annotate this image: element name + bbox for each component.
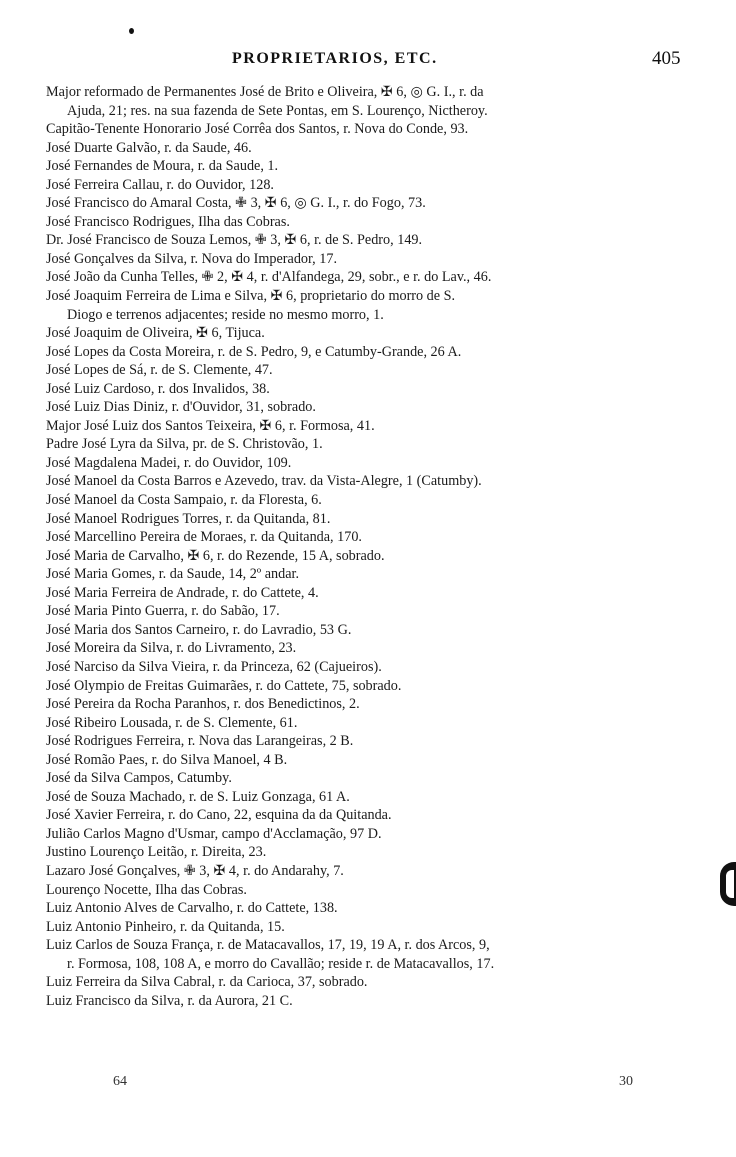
entry-line: José Magdalena Madei, r. do Ouvidor, 109. [46, 454, 292, 471]
entry-line: Julião Carlos Magno d'Usmar, campo d'Acclamação, 97 D. [46, 825, 382, 842]
entry-line: José Joaquim de Oliveira, ✠ 6, Tijuca. [46, 325, 265, 342]
entry-line: Luiz Francisco da Silva, r. da Aurora, 21 C. [46, 992, 293, 1009]
entry-line: Capitão-Tenente Honorario José Corrêa dos Santos, r. Nova do Conde, 93. [46, 121, 469, 138]
entry-line: José Francisco Rodrigues, Ilha das Cobras. [46, 213, 290, 230]
entry-continuation: Diogo e terrenos adjacentes; reside no mesmo morro, 1. [67, 306, 384, 323]
entry-line: José da Silva Campos, Catumby. [46, 770, 232, 787]
page-header [0, 46, 736, 76]
entry-line: José Manoel Rodrigues Torres, r. da Quitanda, 81. [46, 510, 331, 527]
entry-line: José Xavier Ferreira, r. do Cano, 22, esquina da da Quitanda. [46, 807, 392, 824]
entry-line: Padre José Lyra da Silva, pr. de S. Christovão, 1. [46, 436, 323, 453]
entry-line: José Maria Gomes, r. da Saude, 14, 2º andar. [46, 566, 300, 583]
entry-line: José Manoel da Costa Sampaio, r. da Floresta, 6. [46, 492, 322, 509]
entry-line: José Lopes da Costa Moreira, r. de S. Pedro, 9, e Catumby-Grande, 26 A. [46, 343, 462, 360]
entry-line: José Maria de Carvalho, ✠ 6, r. do Rezende, 15 A, sobrado. [46, 547, 385, 564]
signature-mark-left: 64 [113, 1074, 127, 1089]
entry-line: Luiz Antonio Pinheiro, r. da Quitanda, 15. [46, 918, 285, 935]
entry-line: José Olympio de Freitas Guimarães, r. do Cattete, 75, sobrado. [46, 677, 402, 694]
entry-line: José Ribeiro Lousada, r. de S. Clemente, 61. [46, 714, 298, 731]
entry-line: Major José Luiz dos Santos Teixeira, ✠ 6, r. Formosa, 41. [46, 417, 375, 434]
entry-line: José João da Cunha Telles, ✙ 2, ✠ 4, r. d'Alfandega, 29, sobr., e r. do Lav., 46. [46, 269, 492, 286]
entry-continuation: Ajuda, 21; res. na sua fazenda de Sete Pontas, em S. Lourenço, Nictheroy. [67, 102, 488, 119]
entry-line: Luiz Ferreira da Silva Cabral, r. da Carioca, 37, sobrado. [46, 974, 368, 991]
entry-line: José Manoel da Costa Barros e Azevedo, trav. da Vista-Alegre, 1 (Catumby). [46, 473, 482, 490]
entry-line: José Fernandes de Moura, r. da Saude, 1. [46, 158, 279, 175]
page-footer [0, 1074, 736, 1098]
entry-line: José Rodrigues Ferreira, r. Nova das Larangeiras, 2 B. [46, 733, 354, 750]
ink-speck [129, 28, 134, 34]
entry-line: José Marcellino Pereira de Moraes, r. da Quitanda, 170. [46, 529, 362, 546]
directory-entries [46, 83, 686, 1010]
page-number: 405 [652, 48, 681, 69]
entry-line: José Francisco do Amaral Costa, ✙ 3, ✠ 6, ◎ G. I., r. do Fogo, 73. [46, 195, 426, 212]
entry-line: José Narciso da Silva Vieira, r. da Princeza, 62 (Cajueiros). [46, 658, 382, 675]
running-title: PROPRIETARIOS, ETC. [232, 50, 438, 67]
entry-line: José Maria dos Santos Carneiro, r. do Lavradio, 53 G. [46, 621, 352, 638]
page-edge-mark [720, 862, 736, 906]
entry-line: José Maria Ferreira de Andrade, r. do Cattete, 4. [46, 584, 319, 601]
entry-line: Luiz Antonio Alves de Carvalho, r. do Cattete, 138. [46, 900, 338, 917]
entry-line: José Romão Paes, r. do Silva Manoel, 4 B. [46, 751, 288, 768]
entry-line: Lazaro José Gonçalves, ✙ 3, ✠ 4, r. do Andarahy, 7. [46, 862, 344, 879]
entry-line: José Moreira da Silva, r. do Livramento, 23. [46, 640, 297, 657]
entry-line: Justino Lourenço Leitão, r. Direita, 23. [46, 844, 267, 861]
entry-line: Dr. José Francisco de Souza Lemos, ✙ 3, ✠ 6, r. de S. Pedro, 149. [46, 232, 423, 249]
entry-line: Major reformado de Permanentes José de Brito e Oliveira, ✠ 6, ◎ G. I., r. da [46, 84, 484, 100]
entry-line: José Duarte Galvão, r. da Saude, 46. [46, 139, 252, 156]
entry-line: José Gonçalves da Silva, r. Nova do Imperador, 17. [46, 250, 337, 267]
entry-continuation: r. Formosa, 108, 108 A, e morro do Cavallão; reside r. de Matacavallos, 17. [67, 955, 495, 972]
entry-line: Luiz Carlos de Souza França, r. de Matacavallos, 17, 19, 19 A, r. dos Arcos, 9, [46, 937, 490, 954]
entry-line: José Maria Pinto Guerra, r. do Sabão, 17. [46, 603, 280, 620]
entry-line: José Joaquim Ferreira de Lima e Silva, ✠ 6, proprietario do morro de S. [46, 288, 456, 305]
entry-line: José de Souza Machado, r. de S. Luiz Gonzaga, 61 A. [46, 788, 350, 805]
entry-line: José Luiz Dias Diniz, r. d'Ouvidor, 31, sobrado. [46, 399, 316, 416]
entry-line: Lourenço Nocette, Ilha das Cobras. [46, 881, 247, 898]
signature-mark-right: 30 [619, 1074, 633, 1089]
entry-line: José Pereira da Rocha Paranhos, r. dos Benedictinos, 2. [46, 696, 360, 713]
entry-line: José Luiz Cardoso, r. dos Invalidos, 38. [46, 380, 270, 397]
entry-line: José Lopes de Sá, r. de S. Clemente, 47. [46, 362, 273, 379]
entry-line: José Ferreira Callau, r. do Ouvidor, 128. [46, 176, 274, 193]
